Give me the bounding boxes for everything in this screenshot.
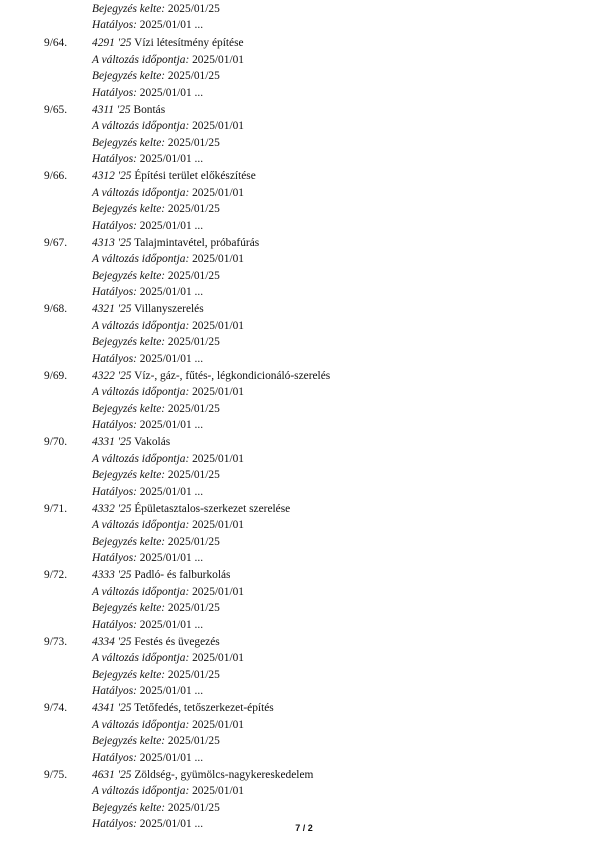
entry-title: Építési terület előkészítése — [134, 170, 256, 182]
hatalyos-label: Hatályos: — [92, 618, 137, 631]
valtozas-label: A változás időpontja: — [92, 253, 190, 266]
entry-detail-line — [92, 335, 220, 349]
entry-heading — [92, 435, 170, 449]
entry-title: Talajmintavétel, próbafúrás — [134, 236, 260, 249]
bejegyzes-value: 2025/01/25 — [167, 269, 220, 282]
hatalyos-value: 2025/01/01 ... — [139, 552, 204, 565]
valtozas-label: A változás időpontja: — [92, 585, 190, 598]
hatalyos-value: 2025/01/01 ... — [139, 86, 204, 99]
hatalyos-label: Hatályos: — [92, 685, 137, 698]
entry-detail-line — [92, 202, 220, 216]
valtozas-value: 2025/01/01 — [192, 452, 245, 465]
list-item — [0, 302, 600, 369]
bejegyzes-label: Bejegyzés kelte: — [92, 3, 166, 15]
entry-number: 9/72. — [44, 569, 68, 581]
hatalyos-label: Hatályos: — [92, 153, 137, 166]
entry-detail-line — [92, 801, 220, 815]
entry-title: Épületasztalos-szerkezet szerelése — [134, 502, 291, 515]
valtozas-label: A változás időpontja: — [92, 652, 190, 665]
valtozas-label: A változás időpontja: — [92, 186, 190, 199]
hatalyos-value: 2025/01/01 ... — [139, 286, 204, 299]
hatalyos-value: 2025/01/01 ... — [139, 751, 204, 764]
hatalyos-label: Hatályos: — [92, 818, 137, 831]
entry-title: Bontás — [133, 103, 166, 116]
hatalyos-value: 2025/01/01 ... — [139, 485, 204, 498]
bejegyzes-line — [92, 2, 220, 16]
hatalyos-label: Hatályos: — [92, 485, 137, 498]
hatalyos-label: Hatályos: — [92, 352, 137, 365]
entry-code: 4312 '25 — [92, 170, 132, 182]
valtozas-label: A változás időpontja: — [92, 53, 190, 66]
bejegyzes-label: Bejegyzés kelte: — [92, 535, 166, 548]
entry-code: 4631 '25 — [92, 768, 132, 781]
entry-detail-line — [92, 69, 220, 83]
valtozas-value: 2025/01/01 — [192, 253, 245, 266]
entry-detail-line — [92, 751, 203, 765]
entry-detail-line — [92, 252, 244, 266]
bejegyzes-value: 2025/01/25 — [167, 735, 220, 748]
entry-detail-line — [92, 119, 244, 133]
entry-number: 9/65. — [44, 103, 68, 116]
valtozas-value: 2025/01/01 — [192, 718, 245, 731]
entry-detail-line — [92, 136, 220, 150]
entry-code: 4311 '25 — [92, 103, 131, 116]
entry-number: 9/68. — [44, 303, 68, 315]
entry-title: Padló- és falburkolás — [134, 569, 231, 581]
valtozas-value: 2025/01/01 — [192, 53, 245, 66]
entry-detail-line — [92, 452, 244, 466]
hatalyos-label: Hatályos: — [92, 419, 137, 432]
entry-heading — [92, 169, 256, 183]
valtozas-value: 2025/01/01 — [192, 186, 245, 199]
hatalyos-line — [92, 18, 203, 32]
list-item — [0, 701, 600, 768]
entry-heading — [92, 302, 204, 316]
hatalyos-label: Hatályos: — [92, 86, 137, 99]
bejegyzes-label: Bejegyzés kelte: — [92, 602, 166, 615]
entry-heading — [92, 36, 244, 50]
entry-title: Festés és üvegezés — [134, 635, 220, 648]
entry-number: 9/69. — [44, 369, 68, 382]
valtozas-value: 2025/01/01 — [192, 585, 245, 598]
valtozas-label: A változás időpontja: — [92, 785, 190, 798]
list-item — [0, 236, 600, 303]
entry-number: 9/64. — [44, 37, 68, 49]
list-item — [0, 568, 600, 635]
list-item — [0, 369, 600, 436]
bejegyzes-value: 2025/01/25 — [167, 203, 220, 216]
valtozas-value: 2025/01/01 — [192, 519, 245, 532]
bejegyzes-label: Bejegyzés kelte: — [92, 402, 166, 415]
bejegyzes-value: 2025/01/25 — [167, 469, 220, 482]
entry-code: 4291 '25 — [92, 37, 132, 49]
bejegyzes-label: Bejegyzés kelte: — [92, 136, 166, 149]
entry-title: Tetőfedés, tetőszerkezet-építés — [134, 702, 274, 714]
valtozas-label: A változás időpontja: — [92, 519, 190, 532]
entry-heading — [92, 768, 313, 782]
hatalyos-label: Hatályos: — [92, 286, 137, 299]
valtozas-label: A változás időpontja: — [92, 386, 190, 399]
page-number: 7 / 2 — [295, 823, 313, 833]
entry-number: 9/66. — [44, 170, 68, 182]
hatalyos-value: 2025/01/01 ... — [139, 153, 204, 166]
entry-code: 4321 '25 — [92, 303, 132, 315]
entry-code: 4313 '25 — [92, 236, 132, 249]
hatalyos-value: 2025/01/01 ... — [139, 419, 204, 432]
bejegyzes-label: Bejegyzés kelte: — [92, 269, 166, 282]
entry-heading — [92, 701, 274, 715]
top-fragment — [0, 0, 600, 36]
entry-detail-line — [92, 418, 203, 432]
entry-detail-line — [92, 651, 244, 665]
entry-detail-line — [92, 485, 203, 499]
entry-heading — [92, 103, 165, 117]
entry-code: 4334 '25 — [92, 635, 132, 648]
entry-heading — [92, 568, 231, 582]
bejegyzes-label: Bejegyzés kelte: — [92, 469, 166, 482]
bejegyzes-label: Bejegyzés kelte: — [92, 203, 166, 216]
entry-detail-line — [92, 551, 203, 565]
entry-number: 9/75. — [44, 768, 68, 781]
entry-title: Vízi létesítmény építése — [134, 37, 244, 49]
entry-code: 4322 '25 — [92, 369, 132, 382]
list-item — [0, 435, 600, 502]
entry-detail-line — [92, 518, 244, 532]
entry-detail-line — [92, 684, 203, 698]
entry-detail-line — [92, 618, 203, 632]
bejegyzes-value: 2025/01/25 — [167, 136, 220, 149]
entry-number: 9/73. — [44, 635, 68, 648]
hatalyos-value: 2025/01/01 ... — [139, 818, 204, 831]
entry-detail-line — [92, 53, 244, 67]
bejegyzes-value: 2025/01/25 — [167, 668, 220, 681]
entry-detail-line — [92, 784, 244, 798]
entry-detail-line — [92, 601, 220, 615]
entry-detail-line — [92, 468, 220, 482]
entry-code: 4331 '25 — [92, 436, 132, 448]
list-item — [0, 36, 600, 103]
bejegyzes-value: 2025/01/25 — [167, 402, 220, 415]
list-item — [0, 103, 600, 170]
hatalyos-label: Hatályos: — [92, 751, 137, 764]
hatalyos-label: Hatályos: — [92, 552, 137, 565]
entry-detail-line — [92, 585, 244, 599]
entry-detail-line — [92, 186, 244, 200]
valtozas-value: 2025/01/01 — [192, 652, 245, 665]
entry-heading — [92, 236, 259, 250]
bejegyzes-label: Bejegyzés kelte: — [92, 801, 166, 814]
hatalyos-value: 2025/01/01 ... — [139, 19, 204, 31]
entry-heading — [92, 502, 290, 516]
hatalyos-label: Hatályos: — [92, 19, 137, 31]
bejegyzes-label: Bejegyzés kelte: — [92, 668, 166, 681]
hatalyos-value: 2025/01/01 ... — [139, 219, 204, 232]
entry-detail-line — [92, 734, 220, 748]
entry-title: Villanyszerelés — [134, 303, 204, 315]
valtozas-label: A változás időpontja: — [92, 718, 190, 731]
entry-detail-line — [92, 86, 203, 100]
bejegyzes-label: Bejegyzés kelte: — [92, 70, 166, 83]
hatalyos-value: 2025/01/01 ... — [139, 352, 204, 365]
bejegyzes-value: 2025/01/25 — [167, 602, 220, 615]
valtozas-label: A változás időpontja: — [92, 452, 190, 465]
bejegyzes-label: Bejegyzés kelte: — [92, 336, 166, 349]
entry-detail-line — [92, 319, 244, 333]
valtozas-label: A változás időpontja: — [92, 120, 190, 133]
hatalyos-value: 2025/01/01 ... — [139, 685, 204, 698]
list-item — [0, 502, 600, 569]
list-item — [0, 169, 600, 236]
entry-detail-line — [92, 269, 220, 283]
entry-code: 4333 '25 — [92, 569, 132, 581]
valtozas-value: 2025/01/01 — [192, 785, 245, 798]
entry-detail-line — [92, 535, 220, 549]
entry-detail-line — [92, 668, 220, 682]
valtozas-label: A változás időpontja: — [92, 319, 190, 332]
entry-number: 9/67. — [44, 236, 68, 249]
entry-code: 4332 '25 — [92, 502, 132, 515]
valtozas-value: 2025/01/01 — [192, 386, 245, 399]
entry-detail-line — [92, 385, 244, 399]
bejegyzes-value: 2025/01/25 — [167, 336, 220, 349]
entry-detail-line — [92, 219, 203, 233]
entry-title: Vakolás — [134, 436, 171, 448]
entry-heading — [92, 369, 330, 383]
entry-title: Zöldség-, gyümölcs-nagykereskedelem — [134, 768, 314, 781]
entry-detail-line — [92, 402, 220, 416]
valtozas-value: 2025/01/01 — [192, 319, 245, 332]
entry-code: 4341 '25 — [92, 702, 132, 714]
bejegyzes-value: 2025/01/25 — [167, 801, 220, 814]
bejegyzes-value: 2025/01/25 — [167, 70, 220, 83]
list-item — [0, 635, 600, 702]
bejegyzes-label: Bejegyzés kelte: — [92, 735, 166, 748]
entry-number: 9/70. — [44, 436, 68, 448]
bejegyzes-value: 2025/01/25 — [167, 535, 220, 548]
entry-detail-line — [92, 152, 203, 166]
valtozas-value: 2025/01/01 — [192, 120, 245, 133]
hatalyos-value: 2025/01/01 ... — [139, 618, 204, 631]
entry-detail-line — [92, 718, 244, 732]
entry-detail-line — [92, 285, 203, 299]
entry-title: Víz-, gáz-, fűtés-, légkondicionáló-szerelés — [134, 369, 331, 382]
entry-heading — [92, 635, 220, 649]
bejegyzes-value: 2025/01/25 — [167, 3, 220, 15]
entry-detail-line — [92, 352, 203, 366]
hatalyos-label: Hatályos: — [92, 219, 137, 232]
entry-number: 9/74. — [44, 702, 68, 714]
entry-number: 9/71. — [44, 502, 68, 515]
